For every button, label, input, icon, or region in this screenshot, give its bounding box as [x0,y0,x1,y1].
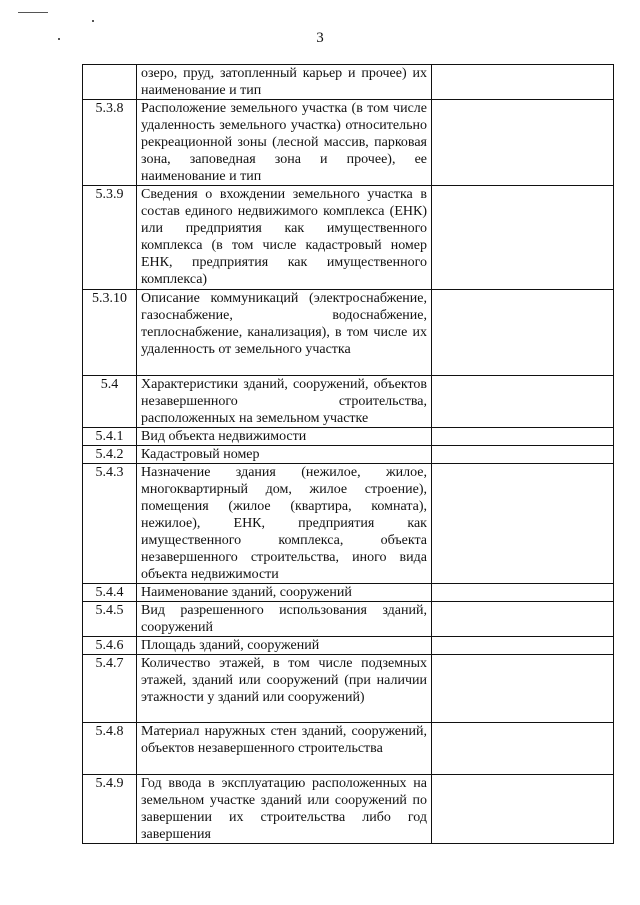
row-value-cell [432,376,614,428]
row-description: Вид разрешенного использования зданий, сооружений [137,602,432,637]
scan-artifact [92,20,94,22]
row-value-cell [432,464,614,584]
page-number: 3 [316,30,324,46]
table-row [83,723,614,775]
row-description: Сведения о вхождении земельного участка в состав единого недвижимого комплекса (ЕНК) или предприятия как имущественного комплекса (в том числе кадастровый номер ЕНК, предприятия как имущественного комплекса) [137,186,432,290]
row-description: Вид объекта недвижимости [137,428,432,446]
row-value-cell [432,100,614,186]
table-row [83,446,614,464]
table-row [83,584,614,602]
row-number: 5.3.8 [83,100,137,186]
table-row [83,464,614,584]
table-row [83,290,614,376]
row-description: Материал наружных стен зданий, сооружений, объектов незавершенного строительства [137,723,432,775]
row-description: Характеристики зданий, сооружений, объектов незавершенного строительства, расположенных на земельном участке [137,376,432,428]
row-number: 5.4.5 [83,602,137,637]
scan-artifact [18,12,48,13]
row-value-cell [432,723,614,775]
row-value-cell [432,637,614,655]
table-row [83,65,614,100]
table-row [83,428,614,446]
table-row [83,775,614,844]
row-number: 5.4.7 [83,655,137,723]
row-number: 5.3.10 [83,290,137,376]
row-description: озеро, пруд, затопленный карьер и прочее) их наименование и тип [137,65,432,100]
row-number: 5.4.8 [83,723,137,775]
table-row [83,100,614,186]
row-description: Расположение земельного участка (в том числе удаленность земельного участка) относительно рекреационной зоны (лесной массив, парковая зона, заповедная зона и прочее), ее наименование и тип [137,100,432,186]
row-value-cell [432,602,614,637]
row-value-cell [432,446,614,464]
row-number: 5.3.9 [83,186,137,290]
row-value-cell [432,775,614,844]
table-row [83,655,614,723]
row-description: Описание коммуникаций (электроснабжение, газоснабжение, водоснабжение, теплоснабжение, канализация), в том числе их удаленность от земельного участка [137,290,432,376]
row-value-cell [432,186,614,290]
row-number [83,65,137,100]
table-row [83,376,614,428]
row-number: 5.4.4 [83,584,137,602]
row-number: 5.4.3 [83,464,137,584]
row-value-cell [432,584,614,602]
form-table [82,64,614,844]
row-value-cell [432,655,614,723]
row-number: 5.4.2 [83,446,137,464]
row-description: Назначение здания (нежилое, жилое, многоквартирный дом, жилое строение), помещения (жилое (квартира, комната), нежилое), ЕНК, предприятия как имущественного комплекса, объекта незавершенного строительства, иного вида объекта недвижимости [137,464,432,584]
row-description: Площадь зданий, сооружений [137,637,432,655]
row-value-cell [432,290,614,376]
table-row [83,637,614,655]
row-value-cell [432,65,614,100]
table-row [83,186,614,290]
row-value-cell [432,428,614,446]
row-number: 5.4 [83,376,137,428]
table-row [83,602,614,637]
row-description: Наименование зданий, сооружений [137,584,432,602]
row-number: 5.4.9 [83,775,137,844]
row-number: 5.4.6 [83,637,137,655]
row-number: 5.4.1 [83,428,137,446]
row-description: Количество этажей, в том числе подземных этажей, зданий или сооружений (при наличии этажности у зданий или сооружений) [137,655,432,723]
row-description: Год ввода в эксплуатацию расположенных на земельном участке зданий или сооружений по завершении их строительства либо год завершения [137,775,432,844]
row-description: Кадастровый номер [137,446,432,464]
